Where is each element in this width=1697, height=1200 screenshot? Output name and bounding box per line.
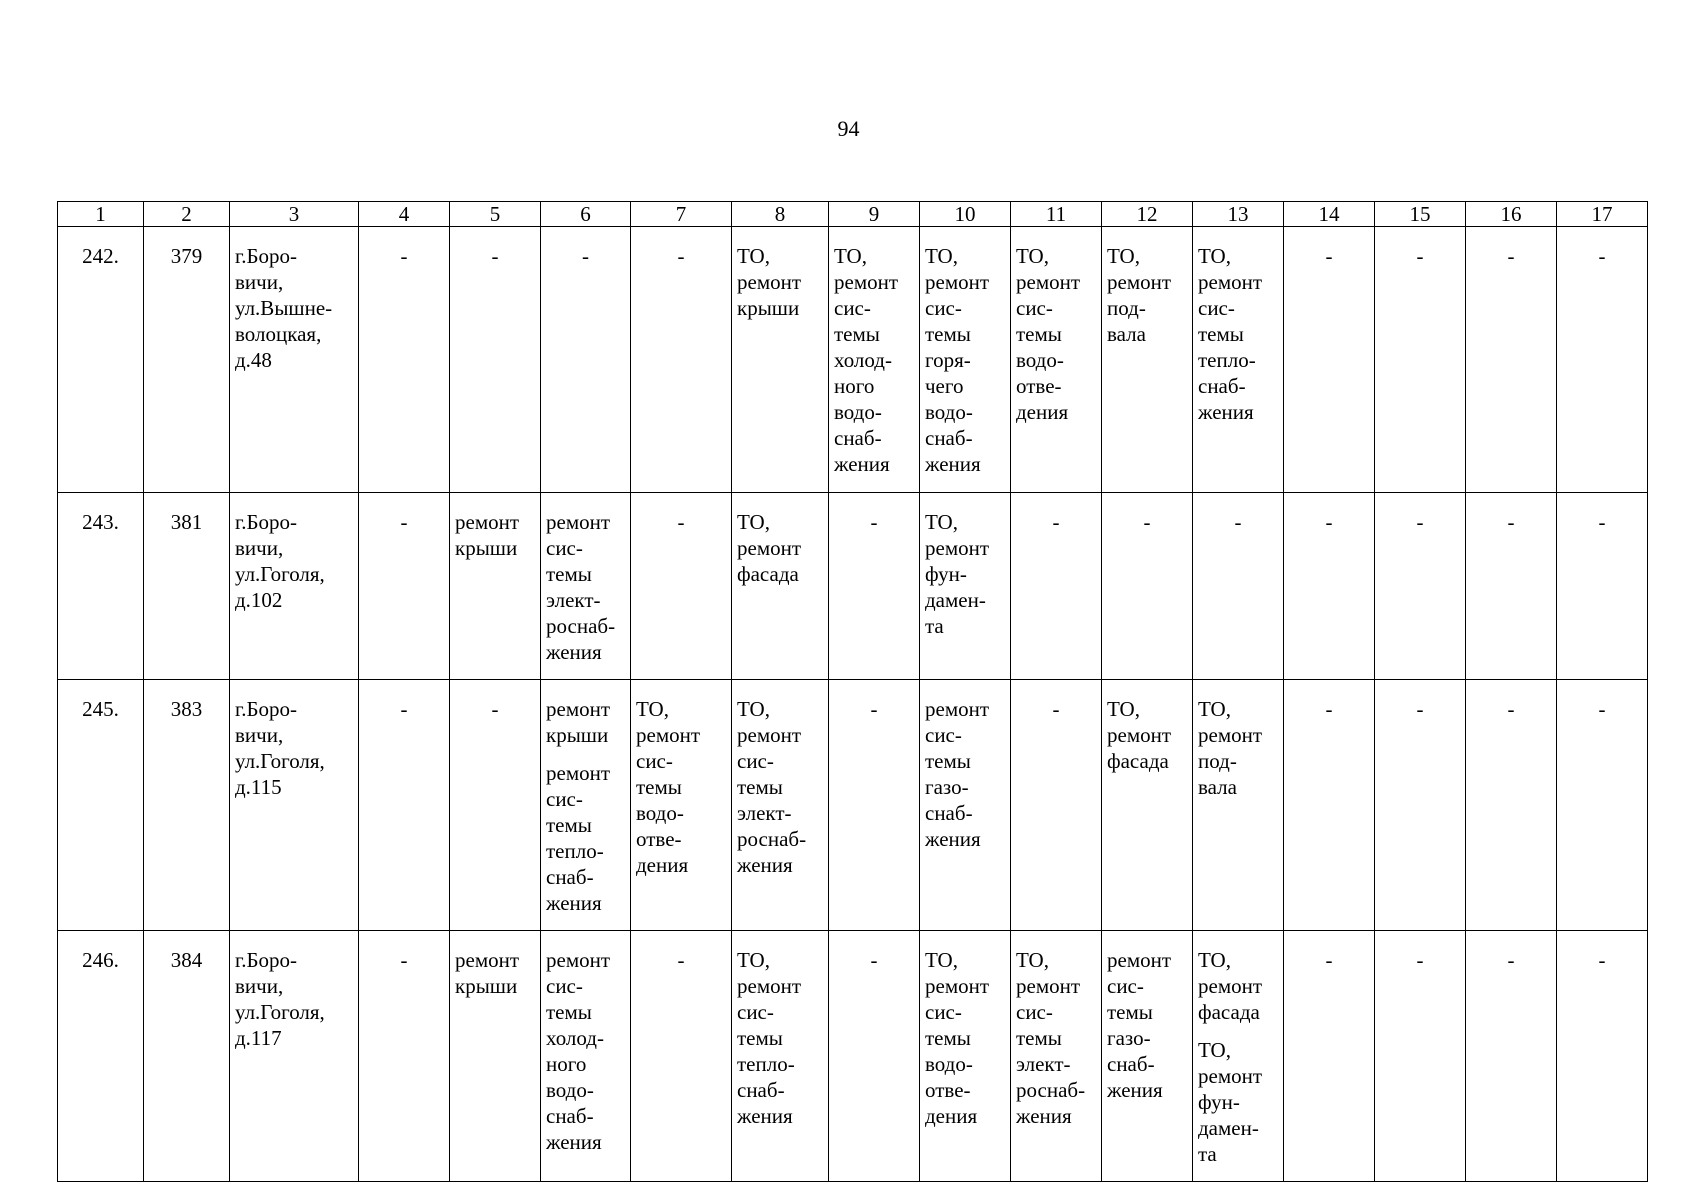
cell-text-line: ремонт [1016,270,1081,294]
cell-text-line: крыши [546,723,609,747]
cell-text-line: водо- [546,1078,594,1102]
cell-text-line: дамен- [925,588,986,612]
cell-text-line: темы [1107,1000,1153,1024]
table-cell-col-1: 246. [58,931,144,1182]
cell-text-line: жения [737,1104,793,1128]
cell-text-line: ремонт [1198,723,1263,747]
table-cell-col-14: - [1284,680,1375,931]
table-cell-col-10 [920,931,1011,1182]
cell-text-line: тепло- [546,839,604,863]
table-cell-col-4: - [359,931,450,1182]
cell-text-line: ремонт [1016,974,1081,998]
cell-text-line: сис- [546,787,583,811]
table-cell-col-13 [1193,227,1284,493]
cell-text-line: д.48 [235,348,272,372]
cell-text-line: темы [925,322,971,346]
cell-text-line: дения [636,853,689,877]
cell-text-line: ремонт [737,723,802,747]
cell-text-line: снаб- [737,1078,785,1102]
cell-text-line: д.102 [235,588,283,612]
cell-text-line: ремонт [925,270,990,294]
table-cell-col-14: - [1284,227,1375,493]
cell-text-line: ремонт [925,974,990,998]
column-number-cell: 11 [1011,202,1102,227]
table-cell-col-3 [230,931,359,1182]
cell-text-line: ул.Гоголя, [235,1000,325,1024]
cell-text-line: ТО, [1107,244,1140,268]
table-cell-col-4: - [359,227,450,493]
cell-text-line: темы [834,322,880,346]
cell-text-line: сис- [925,723,962,747]
cell-text-line: отве- [636,827,682,851]
table-cell-col-11: - [1011,680,1102,931]
table-cell-col-3 [230,680,359,931]
table-cell-col-5 [450,493,541,680]
cell-text-line: крыши [455,974,518,998]
table-cell-col-3 [230,227,359,493]
column-number-cell: 5 [450,202,541,227]
cell-text-line: сис- [925,1000,962,1024]
column-number-cell: 15 [1375,202,1466,227]
table-cell-col-1: 242. [58,227,144,493]
cell-text-line: ТО, [1198,948,1231,972]
cell-text-line: водо- [925,1052,973,1076]
table-cell-col-2: 384 [144,931,230,1182]
table-cell-col-12 [1102,227,1193,493]
cell-text-line: ТО, [1198,697,1231,721]
cell-text-line: ремонт [1198,974,1263,998]
cell-text-line: ремонт [925,536,990,560]
column-number-cell: 10 [920,202,1011,227]
cell-text-line: жения [546,640,602,664]
cell-text-line: ремонт [737,270,802,294]
cell-text-line: жения [1016,1104,1072,1128]
column-number-cell: 8 [732,202,829,227]
cell-text-line: фасада [737,562,799,586]
cell-text-line: вичи, [235,723,284,747]
column-number-cell: 4 [359,202,450,227]
cell-text-line: жения [834,452,890,476]
cell-text-line: жения [546,891,602,915]
table-cell-col-6: - [541,227,631,493]
cell-text-line: темы [1198,322,1244,346]
column-number-cell: 6 [541,202,631,227]
column-number-cell: 13 [1193,202,1284,227]
table-cell-col-2: 383 [144,680,230,931]
table-cell-col-6 [541,493,631,680]
table-cell-col-7: - [631,931,732,1182]
cell-text-line: ремонт [1198,1064,1263,1088]
table-cell-col-6 [541,680,631,931]
column-number-cell: 14 [1284,202,1375,227]
table-cell-col-8 [732,227,829,493]
cell-text-line: отве- [925,1078,971,1102]
cell-text-line: сис- [1016,1000,1053,1024]
cell-text-line: темы [636,775,682,799]
cell-text-line: ремонт [1107,948,1172,972]
cell-text-line: ного [834,374,875,398]
cell-text-line: ремонт [455,510,520,534]
table-row [58,227,1648,493]
cell-text-line: дения [1016,400,1069,424]
table-cell-col-10 [920,680,1011,931]
cell-text-line: ТО, [1107,697,1140,721]
cell-text-line: жения [925,452,981,476]
table-cell-col-9: - [829,680,920,931]
table-cell-col-1: 245. [58,680,144,931]
cell-text-line: роснаб- [737,827,807,851]
cell-text-line: ул.Гоголя, [235,562,325,586]
cell-text-line: темы [546,1000,592,1024]
cell-text-line: дения [925,1104,978,1128]
cell-text-line: сис- [636,749,673,773]
cell-text-line: горя- [925,348,971,372]
cell-text-line: снаб- [1198,374,1246,398]
table-cell-col-14: - [1284,931,1375,1182]
cell-text-line: сис- [1016,296,1053,320]
cell-text-line: ремонт [546,761,611,785]
cell-text-line: снаб- [925,426,973,450]
cell-text-line: темы [546,813,592,837]
cell-text-line: ремонт [737,974,802,998]
column-number-cell: 9 [829,202,920,227]
cell-text-line: жения [925,827,981,851]
cell-text-line: ТО, [1016,244,1049,268]
cell-block [1198,1037,1278,1167]
table-cell-col-2: 381 [144,493,230,680]
cell-text-line: газо- [925,775,969,799]
cell-block [546,760,625,916]
cell-text-line: ул.Гоголя, [235,749,325,773]
cell-text-line: жения [546,1130,602,1154]
cell-text-line: снаб- [546,1104,594,1128]
cell-text-line: элект- [737,801,792,825]
cell-text-line: снаб- [1107,1052,1155,1076]
table-cell-col-12: - [1102,493,1193,680]
cell-text-line: сис- [1107,974,1144,998]
cell-text-line: ул.Вышне- [235,296,333,320]
cell-text-line: жения [1198,400,1254,424]
cell-block [546,696,625,748]
column-number-cell: 17 [1557,202,1648,227]
cell-text-line: темы [925,749,971,773]
repair-schedule-table [57,201,1648,1182]
cell-text-line: ремонт [455,948,520,972]
column-number-cell: 3 [230,202,359,227]
cell-text-line: г.Боро- [235,948,298,972]
table-cell-col-16: - [1466,931,1557,1182]
cell-text-line: под- [1198,749,1237,773]
table-cell-col-1: 243. [58,493,144,680]
table-cell-col-15: - [1375,931,1466,1182]
cell-text-line: ремонт [546,510,611,534]
cell-text-line: ремонт [546,697,611,721]
table-row [58,493,1648,680]
table-cell-col-4: - [359,493,450,680]
cell-text-line: жения [1107,1078,1163,1102]
cell-text-line: г.Боро- [235,697,298,721]
column-number-cell: 16 [1466,202,1557,227]
table-cell-col-10 [920,227,1011,493]
cell-text-line: сис- [737,749,774,773]
cell-text-line: ТО, [925,510,958,534]
table-cell-col-5: - [450,227,541,493]
cell-text-line: темы [546,562,592,586]
cell-text-line: темы [1016,322,1062,346]
table-row [58,680,1648,931]
table-cell-col-17: - [1557,680,1648,931]
cell-text-line: холод- [546,1026,604,1050]
cell-text-line: та [925,614,944,638]
cell-text-line: та [1198,1142,1217,1166]
table-cell-col-15: - [1375,493,1466,680]
table-cell-col-10 [920,493,1011,680]
cell-text-line: сис- [1198,296,1235,320]
cell-text-line: фун- [1198,1090,1240,1114]
cell-text-line: дамен- [1198,1116,1259,1140]
cell-block [1198,947,1278,1025]
cell-text-line: сис- [737,1000,774,1024]
table-row [58,931,1648,1182]
table-cell-col-17: - [1557,493,1648,680]
table-cell-col-7: - [631,493,732,680]
table-cell-col-16: - [1466,493,1557,680]
cell-text-line: сис- [546,974,583,998]
cell-text-line: снаб- [925,801,973,825]
cell-text-line: д.115 [235,775,282,799]
table-cell-col-11 [1011,227,1102,493]
cell-text-line: ремонт [1107,270,1172,294]
cell-text-line: ремонт [834,270,899,294]
cell-text-line: водо- [834,400,882,424]
cell-text-line: ТО, [1198,244,1231,268]
table-cell-col-13 [1193,931,1284,1182]
cell-text-line: вала [1107,322,1146,346]
cell-text-line: жения [737,853,793,877]
cell-text-line: сис- [546,536,583,560]
cell-text-line: ремонт [1107,723,1172,747]
table-cell-col-8 [732,493,829,680]
cell-text-line: тепло- [737,1052,795,1076]
table-cell-col-8 [732,931,829,1182]
table-cell-col-16: - [1466,227,1557,493]
cell-text-line: газо- [1107,1026,1151,1050]
cell-text-line: ремонт [1198,270,1263,294]
cell-text-line: темы [925,1026,971,1050]
table-cell-col-4: - [359,680,450,931]
column-number-cell: 7 [631,202,732,227]
table-cell-col-15: - [1375,680,1466,931]
cell-text-line: темы [737,775,783,799]
cell-text-line: под- [1107,296,1146,320]
cell-text-line: вичи, [235,270,284,294]
cell-text-line: ТО, [737,948,770,972]
table-cell-col-5 [450,931,541,1182]
cell-text-line: крыши [737,296,800,320]
cell-text-line: роснаб- [1016,1078,1086,1102]
cell-text-line: ремонт [925,697,990,721]
cell-text-line: фасада [1198,1000,1260,1024]
column-number-cell: 1 [58,202,144,227]
cell-text-line: вала [1198,775,1237,799]
table-cell-col-12 [1102,680,1193,931]
table-cell-col-11 [1011,931,1102,1182]
cell-text-line: ТО, [1198,1038,1231,1062]
page-number: 94 [837,116,860,141]
cell-text-line: сис- [834,296,871,320]
cell-text-line: темы [1016,1026,1062,1050]
table-cell-col-16: - [1466,680,1557,931]
table-cell-col-9 [829,227,920,493]
table-cell-col-12 [1102,931,1193,1182]
cell-text-line: водо- [636,801,684,825]
table-cell-col-3 [230,493,359,680]
cell-text-line: элект- [546,588,601,612]
table-cell-col-13 [1193,680,1284,931]
cell-text-line: сис- [925,296,962,320]
cell-text-line: водо- [925,400,973,424]
cell-text-line: д.117 [235,1026,282,1050]
cell-text-line: ремонт [636,723,701,747]
table-cell-col-7: - [631,227,732,493]
column-number-row [58,202,1648,227]
column-number-cell: 2 [144,202,230,227]
column-number-cell: 12 [1102,202,1193,227]
table-cell-col-7 [631,680,732,931]
cell-text-line: роснаб- [546,614,616,638]
cell-text-line: снаб- [834,426,882,450]
cell-text-line: ТО, [737,697,770,721]
table-cell-col-15: - [1375,227,1466,493]
cell-text-line: ного [546,1052,587,1076]
table-cell-col-9: - [829,931,920,1182]
cell-text-line: фасада [1107,749,1169,773]
cell-text-line: фун- [925,562,967,586]
table-cell-col-11: - [1011,493,1102,680]
cell-text-line: тепло- [1198,348,1256,372]
cell-text-line: вичи, [235,974,284,998]
table-cell-col-17: - [1557,931,1648,1182]
cell-text-line: вичи, [235,536,284,560]
cell-text-line: ТО, [636,697,669,721]
cell-text-line: ТО, [737,244,770,268]
table-cell-col-14: - [1284,493,1375,680]
cell-text-line: ТО, [1016,948,1049,972]
cell-text-line: ТО, [834,244,867,268]
cell-text-line: ТО, [737,510,770,534]
table-cell-col-5: - [450,680,541,931]
table-cell-col-6 [541,931,631,1182]
cell-text-line: темы [737,1026,783,1050]
table-cell-col-2: 379 [144,227,230,493]
cell-text-line: крыши [455,536,518,560]
table-cell-col-9: - [829,493,920,680]
table-cell-col-17: - [1557,227,1648,493]
cell-text-line: элект- [1016,1052,1071,1076]
cell-text-line: ТО, [925,244,958,268]
cell-text-line: ремонт [546,948,611,972]
cell-text-line: чего [925,374,964,398]
cell-text-line: волоцкая, [235,322,322,346]
cell-text-line: водо- [1016,348,1064,372]
cell-text-line: г.Боро- [235,244,298,268]
cell-text-line: г.Боро- [235,510,298,534]
cell-text-line: ТО, [925,948,958,972]
cell-text-line: снаб- [546,865,594,889]
table-cell-col-8 [732,680,829,931]
cell-text-line: ремонт [737,536,802,560]
cell-text-line: холод- [834,348,892,372]
table-cell-col-13: - [1193,493,1284,680]
cell-text-line: отве- [1016,374,1062,398]
